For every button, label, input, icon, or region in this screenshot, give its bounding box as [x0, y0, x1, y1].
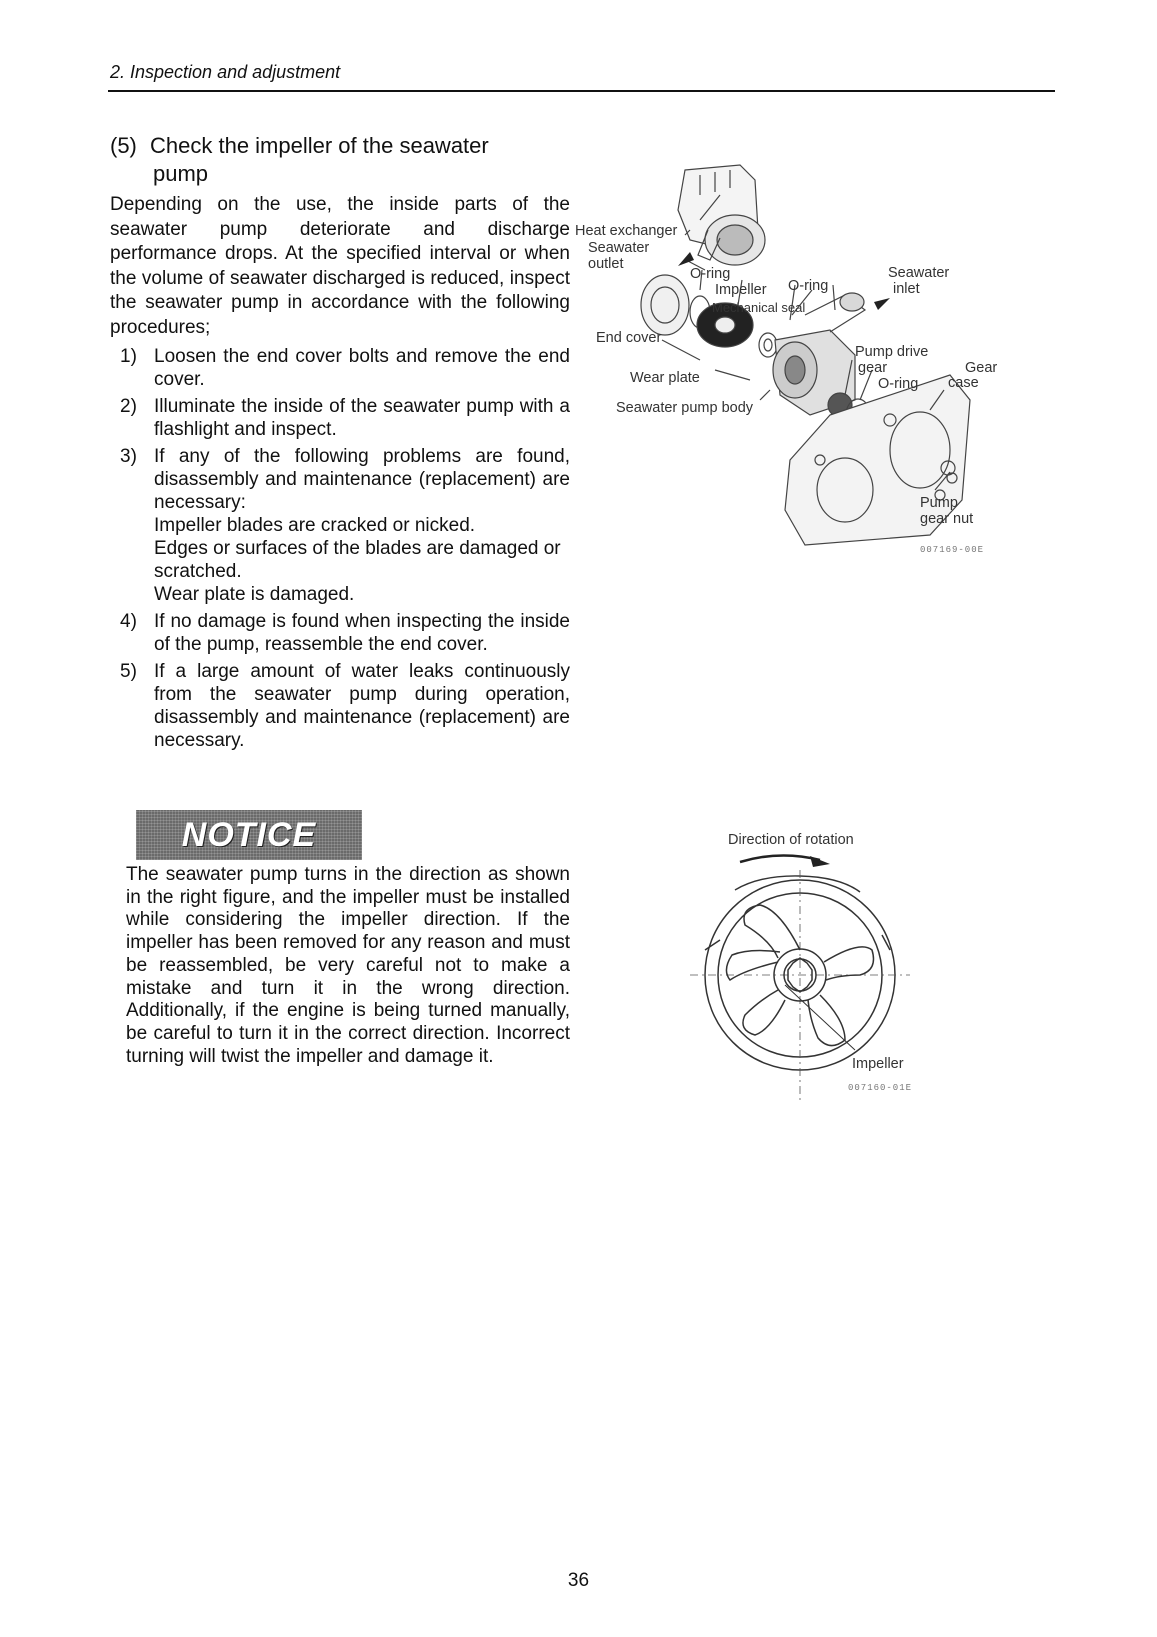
step-number: 4) — [120, 611, 137, 632]
inlet-flow-arrow-icon — [874, 298, 890, 310]
impeller-rotation-drawing — [660, 830, 960, 1150]
rotation-arc — [740, 855, 820, 862]
label-gear-case-2: case — [948, 375, 979, 391]
label-o-ring-right: O-ring — [878, 376, 919, 392]
step-text: Loosen the end cover bolts and remove the end cover. — [154, 346, 570, 390]
intro-paragraph: Depending on the use, the inside parts of the seawater pump deteriorate and discharge performance drops. At the specified interval or when the volume of seawater discharged is reduced, inspect the seawater pump in accordance with the following procedures; — [110, 194, 570, 338]
label-seawater-inlet-2: inlet — [893, 281, 920, 297]
label-gear-case-1: Gear — [965, 360, 998, 376]
step-item — [120, 395, 570, 441]
pump-exploded-drawing — [575, 160, 1050, 590]
section-title — [110, 132, 580, 188]
label-pump-drive-gear-1: Pump drive — [855, 344, 929, 360]
section-title-line1: Check the impeller of the seawater — [150, 133, 489, 158]
label-impeller-fig2: Impeller — [852, 1056, 904, 1072]
step-number: 2) — [120, 396, 137, 417]
notice-badge-label: NOTICE — [181, 816, 317, 854]
procedure-steps — [120, 345, 570, 756]
label-seawater-outlet-2: outlet — [588, 256, 624, 272]
figure2-code: 007160-01E — [848, 1083, 913, 1093]
step-item — [120, 445, 570, 606]
impeller-rotation-figure — [660, 830, 960, 1150]
step-subitem: Impeller blades are cracked or nicked. — [154, 515, 476, 536]
label-mechanical-seal: Mechanical seal — [712, 300, 806, 315]
step-text: If a large amount of water leaks continuously from the seawater pump during operation, disassembly and maintenance (replacement) are necessary. — [154, 661, 570, 751]
rotation-arrow-icon — [810, 856, 830, 867]
label-o-ring-mid: O-ring — [788, 278, 829, 294]
header-rule — [108, 90, 1055, 92]
step-number: 3) — [120, 446, 137, 467]
step-text: If no damage is found when inspecting the inside of the pump, reassemble the end cover. — [154, 611, 570, 655]
running-header: 2. Inspection and adjustment — [110, 62, 341, 82]
outlet-flow-arrow-icon — [678, 252, 694, 266]
step-text: If any of the following problems are found, disassembly and maintenance (replacement) are necessary: — [154, 446, 570, 513]
notice-badge — [136, 810, 362, 860]
step-item — [120, 610, 570, 656]
label-pump-gear-nut-1: Pump — [920, 495, 958, 511]
step-number: 5) — [120, 661, 137, 682]
section-number: (5) — [110, 133, 137, 158]
step-number: 1) — [120, 346, 137, 367]
step-body — [154, 445, 570, 606]
label-pump-drive-gear-2: gear — [858, 360, 888, 376]
label-end-cover: End cover — [596, 330, 662, 346]
step-subitem: Wear plate is damaged. — [154, 584, 355, 605]
label-heat-exchanger: Heat exchanger — [575, 223, 678, 239]
label-wear-plate: Wear plate — [630, 370, 700, 386]
label-o-ring-left: O-ring — [690, 266, 731, 282]
label-pump-gear-nut-2: gear nut — [920, 511, 974, 527]
label-impeller: Impeller — [715, 282, 767, 298]
section-title-line2: pump — [153, 161, 209, 186]
step-item — [120, 345, 570, 391]
step-item — [120, 660, 570, 752]
label-seawater-pump-body: Seawater pump body — [616, 400, 754, 416]
label-seawater-outlet-1: Seawater — [588, 240, 650, 256]
page-number: 36 — [567, 1570, 590, 1591]
step-text: Illuminate the inside of the seawater pump with a flashlight and inspect. — [154, 396, 570, 440]
pump-exploded-figure — [575, 160, 1050, 590]
label-direction-of-rotation: Direction of rotation — [728, 832, 854, 848]
notice-paragraph: The seawater pump turns in the direction as shown in the right figure, and the impeller must be installed while considering the impeller direction. If the impeller has been removed for any reason and must be reassembled, be very careful not to make a mistake and turn it in the wrong direction. Additionally, if the engine is being turned manually, be careful to turn it in the correct direction. Incorrect turning will twist the impeller and damage it. — [126, 864, 570, 1067]
label-seawater-inlet-1: Seawater — [888, 265, 950, 281]
figure1-code: 007169-00E — [920, 545, 985, 555]
step-subitem: Edges or surfaces of the blades are damaged or scratched. — [154, 538, 561, 582]
